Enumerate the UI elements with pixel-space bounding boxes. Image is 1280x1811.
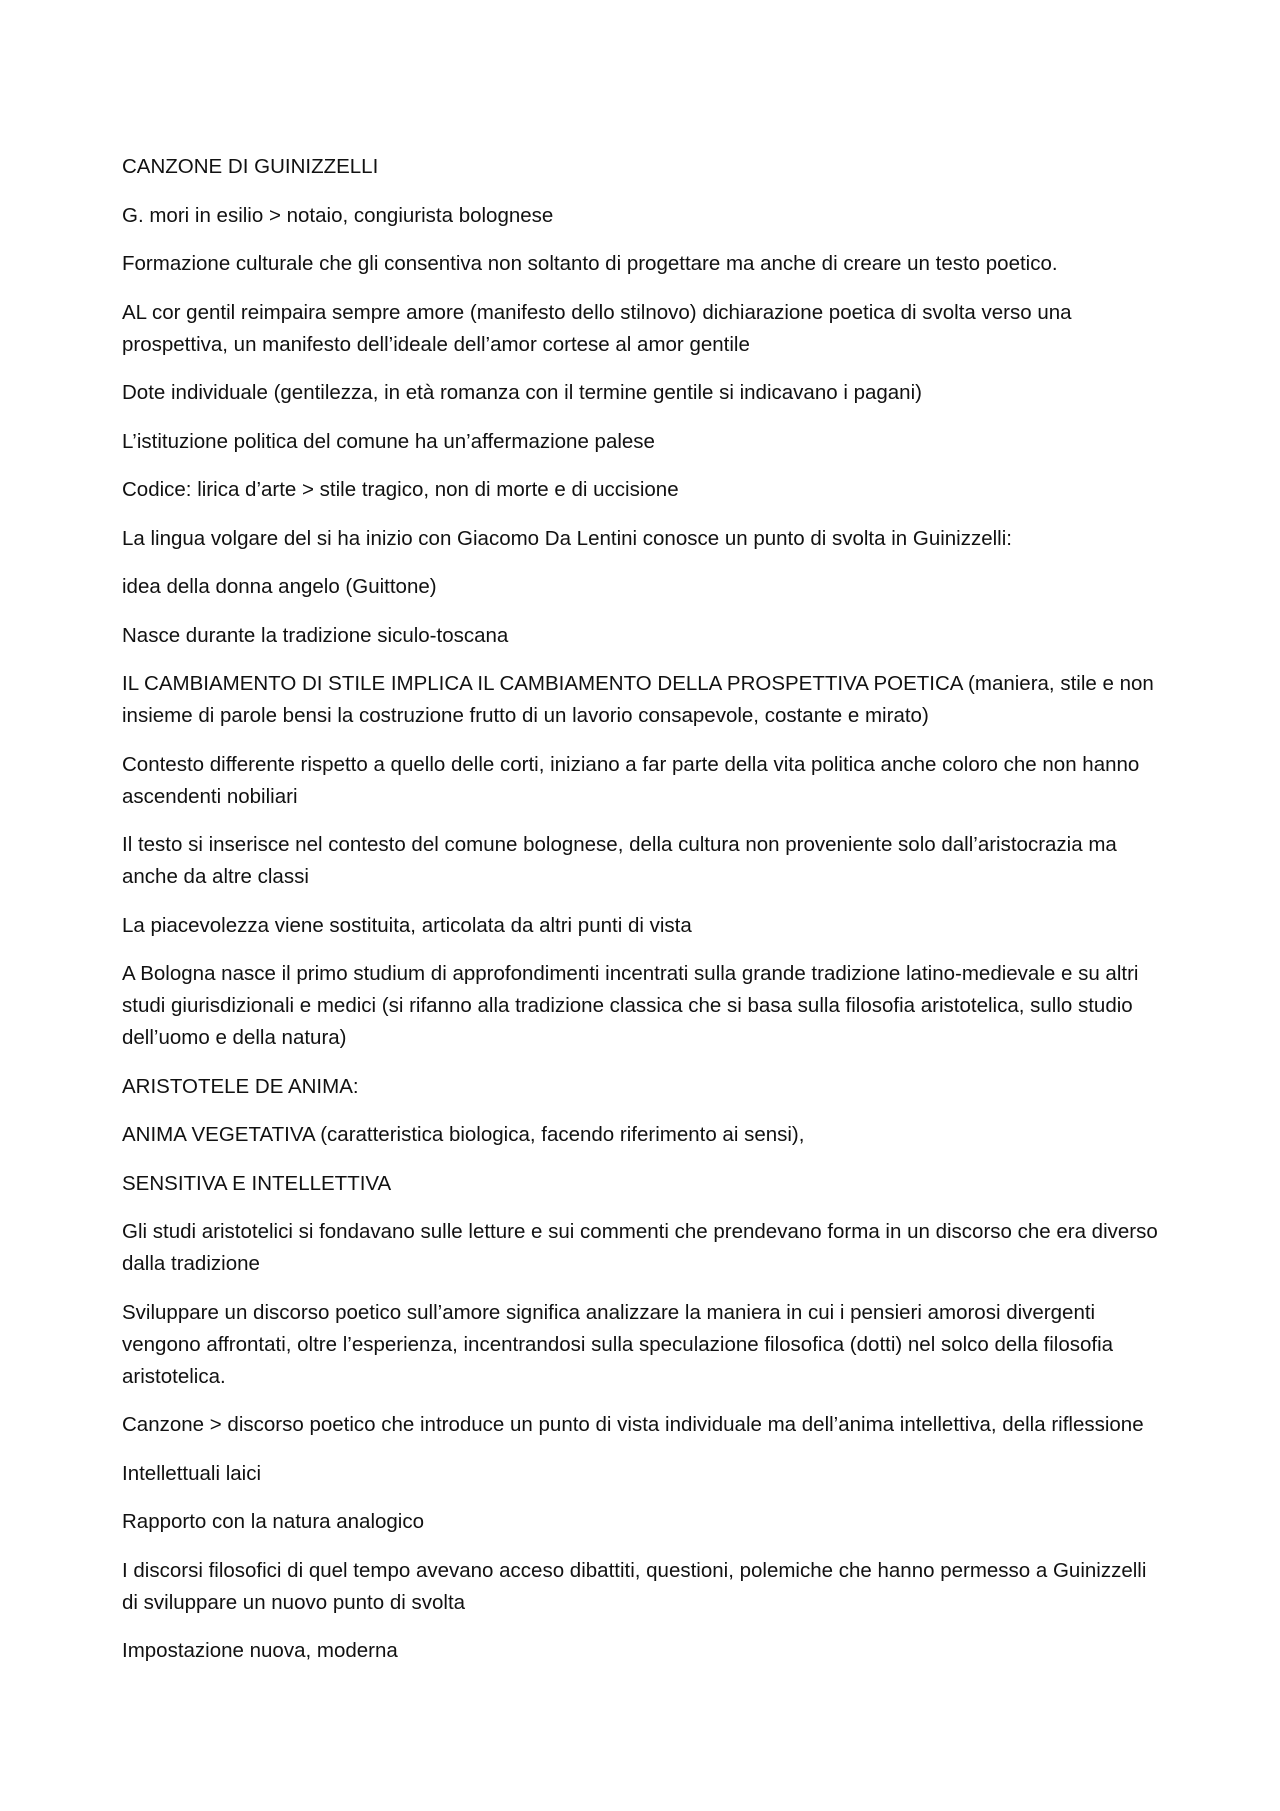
paragraph: SENSITIVA E INTELLETTIVA [122,1171,392,1195]
paragraph: Sviluppare un discorso poetico sull’amore significa analizzare la maniera in cui i pensieri amorosi divergenti vengono affrontati, oltre l’esperienza, incentrandosi sulla speculazione filosofica (dotti) nel solco della filosofia aristotelica. [122,1300,1114,1388]
paragraph: Impostazione nuova, moderna [122,1639,398,1662]
paragraph: Il testo si inserisce nel contesto del comune bolognese, della cultura non proveniente solo dall’aristocrazia ma anche da altre classi [122,833,1117,888]
paragraph: G. mori in esilio > notaio, congiurista bolognese [122,203,554,227]
document-body [122,151,1162,1684]
paragraph: Rapporto con la natura analogico [122,1510,425,1533]
paragraph: Nasce durante la tradizione siculo-toscana [122,623,509,647]
paragraph: L’istituzione politica del comune ha un’affermazione palese [122,429,655,453]
paragraph: idea della donna angelo (Guittone) [122,575,437,598]
paragraph: IL CAMBIAMENTO DI STILE IMPLICA IL CAMBIAMENTO DELLA PROSPETTIVA POETICA (maniera, stile e non insieme di parole bensi la costruzione frutto di un lavorio consapevole, costante e mirato) [122,672,1154,727]
paragraph: A Bologna nasce il primo studium di approfondimenti incentrati sulla grande tradizione latino-medievale e su altri studi giurisdizionali e medici (si rifanno alla tradizione classica che si basa sulla filosofia aristotelica, sullo studio dell’uomo e della natura) [122,962,1139,1049]
document-title: CANZONE DI GUINIZZELLI [122,155,379,178]
paragraph: Dote individuale (gentilezza, in età romanza con il termine gentile si indicavano i pagani) [122,381,922,404]
paragraph: La lingua volgare del si ha inizio con Giacomo Da Lentini conosce un punto di svolta in Guinizzelli: [122,526,1012,550]
paragraph: Canzone > discorso poetico che introduce un punto di vista individuale ma dell’anima intellettiva, della riflessione [122,1413,1144,1436]
paragraph: ANIMA VEGETATIVA (caratteristica biologica, facendo riferimento ai sensi), [122,1123,805,1146]
paragraph: Gli studi aristotelici si fondavano sulle letture e sui commenti che prendevano forma in un discorso che era diverso dalla tradizione [122,1220,1158,1275]
paragraph: Formazione culturale che gli consentiva non soltanto di progettare ma anche di creare un testo poetico. [122,252,1058,275]
paragraph: Intellettuali laici [122,1461,262,1485]
paragraph: Codice: lirica d’arte > stile tragico, non di morte e di uccisione [122,478,679,501]
paragraph: Contesto differente rispetto a quello delle corti, iniziano a far parte della vita politica anche coloro che non hanno ascendenti nobiliari [122,752,1140,808]
paragraph: I discorsi filosofici di quel tempo avevano acceso dibattiti, questioni, polemiche che hanno permesso a Guinizzelli di sviluppare un nuovo punto di svolta [122,1558,1147,1614]
paragraph: La piacevolezza viene sostituita, articolata da altri punti di vista [122,913,692,937]
section-heading: ARISTOTELE DE ANIMA: [122,1074,359,1098]
paragraph: AL cor gentil reimpaira sempre amore (manifesto dello stilnovo) dichiarazione poetica di svolta verso una prospettiva, un manifesto dell’ideale dell’amor cortese al amor gentile [122,300,1072,356]
